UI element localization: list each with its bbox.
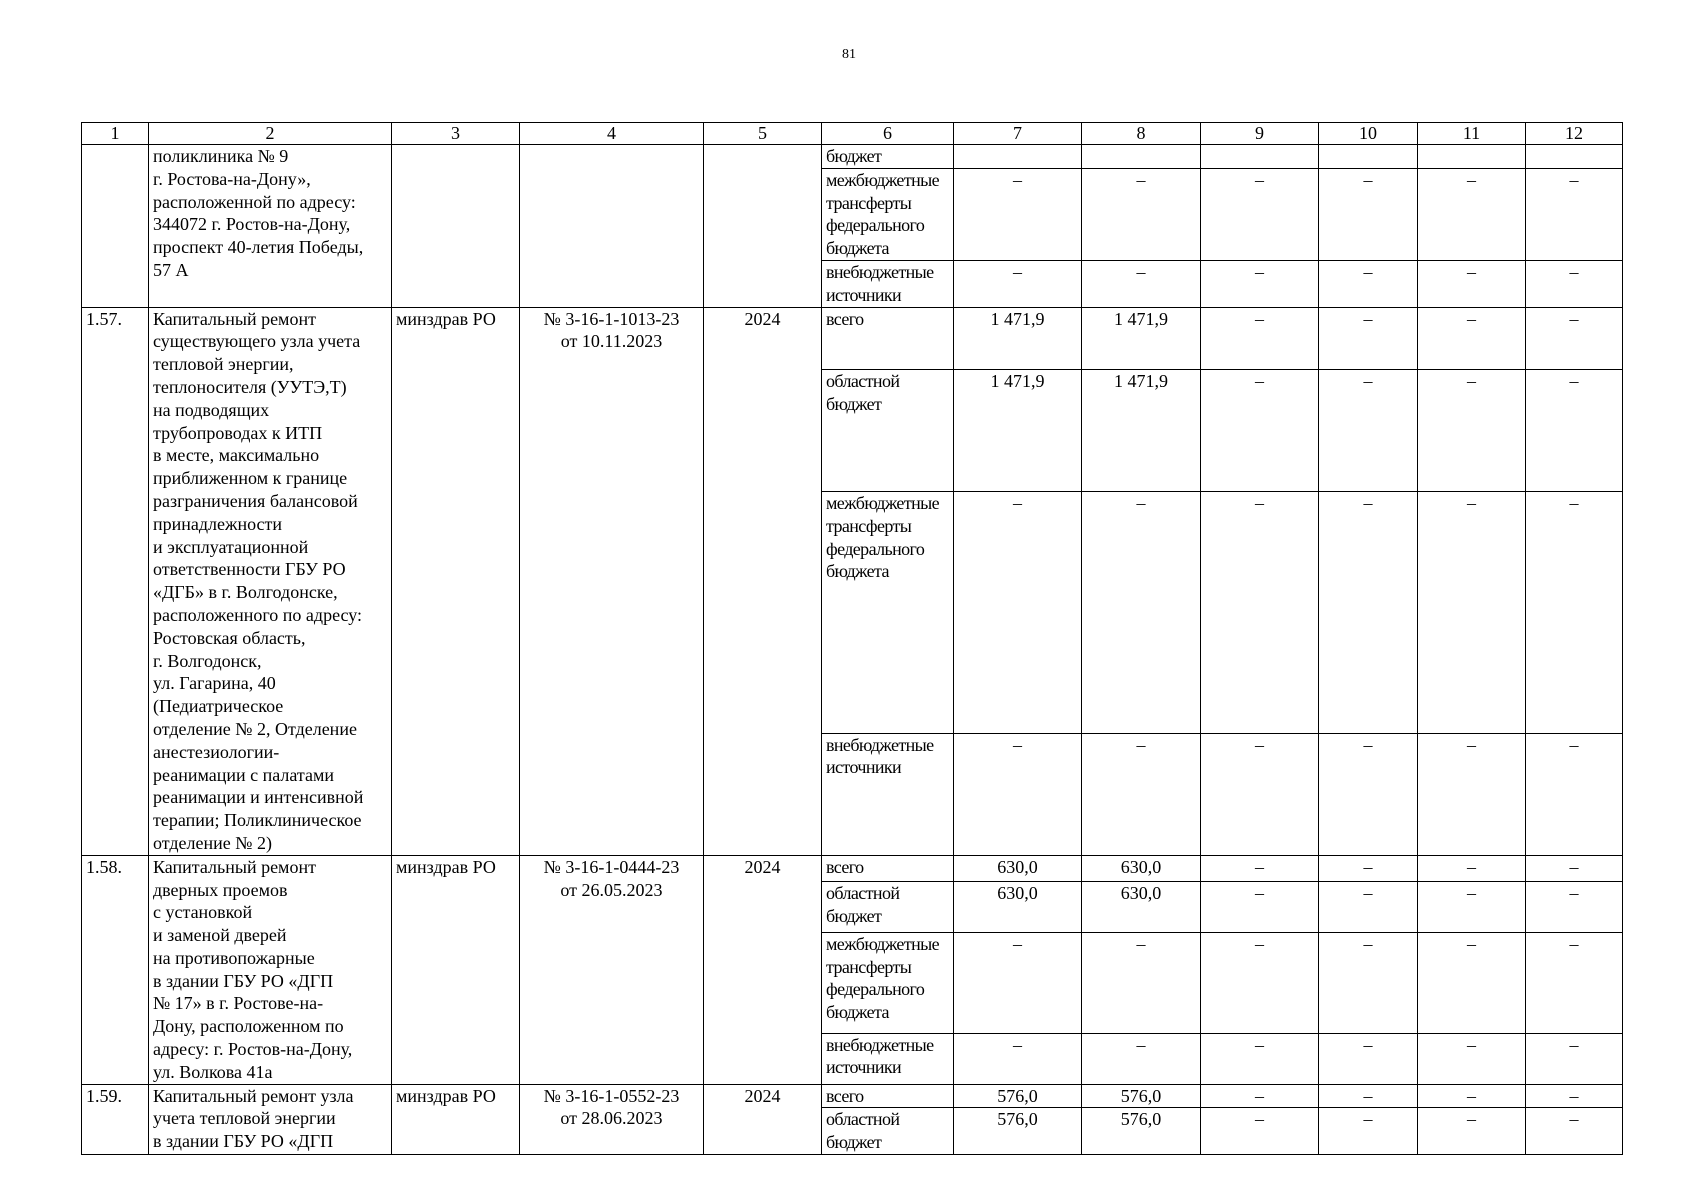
amount-cell: – xyxy=(1201,855,1319,881)
expertise-document: № 3-16-1-0444-23 от 26.05.2023 xyxy=(520,855,704,1084)
amount-cell: 1 471,9 xyxy=(954,307,1082,369)
amount-cell: – xyxy=(1418,855,1526,881)
amount-cell: – xyxy=(1201,1033,1319,1084)
amount-cell: – xyxy=(1418,1108,1526,1155)
amount-cell: – xyxy=(1082,932,1201,1033)
column-header: 10 xyxy=(1319,123,1418,145)
item-row xyxy=(82,855,1623,881)
amount-cell: – xyxy=(1201,881,1319,932)
amount-cell: – xyxy=(1201,1084,1319,1108)
column-header: 8 xyxy=(1082,123,1201,145)
column-header: 9 xyxy=(1201,123,1319,145)
amount-cell: – xyxy=(1418,1084,1526,1108)
expertise-document: № 3-16-1-1013-23 от 10.11.2023 xyxy=(520,307,704,855)
amount-cell: 576,0 xyxy=(954,1108,1082,1155)
amount-cell: – xyxy=(1526,168,1623,260)
amount-cell: – xyxy=(1526,1108,1623,1155)
column-header: 5 xyxy=(704,123,822,145)
amount-cell: – xyxy=(1082,492,1201,734)
amount-cell: – xyxy=(1418,492,1526,734)
responsible-org: минздрав РО xyxy=(392,855,520,1084)
amount-cell: – xyxy=(1526,369,1623,491)
item-row xyxy=(82,1084,1623,1108)
amount-cell: – xyxy=(1082,733,1201,855)
funding-source: внебюджетные источники xyxy=(822,733,954,855)
column-header: 4 xyxy=(520,123,704,145)
amount-cell: – xyxy=(1526,733,1623,855)
amount-cell: – xyxy=(1526,492,1623,734)
amount-cell: – xyxy=(1418,307,1526,369)
column-header: 11 xyxy=(1418,123,1526,145)
amount-cell: – xyxy=(1201,168,1319,260)
budget-table xyxy=(81,122,1623,1155)
amount-cell xyxy=(954,145,1082,169)
funding-source: внебюджетные источники xyxy=(822,260,954,307)
amount-cell: – xyxy=(1319,369,1418,491)
column-header: 3 xyxy=(392,123,520,145)
item-number xyxy=(82,145,149,308)
amount-cell: – xyxy=(1201,260,1319,307)
funding-source: областной бюджет xyxy=(822,1108,954,1155)
amount-cell: – xyxy=(1319,1084,1418,1108)
amount-cell: – xyxy=(1082,168,1201,260)
amount-cell xyxy=(1526,145,1623,169)
amount-cell: – xyxy=(1201,369,1319,491)
amount-cell: 630,0 xyxy=(954,881,1082,932)
amount-cell: – xyxy=(1319,168,1418,260)
item-name: Капитальный ремонт узла учета тепловой энергии в здании ГБУ РО «ДГП xyxy=(149,1084,392,1154)
item-name: поликлиника № 9 г. Ростова-на-Дону», расположенной по адресу: 344072 г. Ростов-на-Дону, проспект 40-летия Победы, 57 А xyxy=(149,145,392,308)
completion-year: 2024 xyxy=(704,307,822,855)
page-number: 81 xyxy=(842,47,856,62)
column-header: 7 xyxy=(954,123,1082,145)
column-header: 12 xyxy=(1526,123,1623,145)
amount-cell: – xyxy=(954,932,1082,1033)
amount-cell: – xyxy=(1418,881,1526,932)
amount-cell: – xyxy=(1418,932,1526,1033)
item-row xyxy=(82,307,1623,369)
funding-source: межбюджетные трансферты федерального бюджета xyxy=(822,168,954,260)
amount-cell: – xyxy=(1319,1108,1418,1155)
table-header-row xyxy=(82,123,1623,145)
responsible-org: минздрав РО xyxy=(392,1084,520,1154)
amount-cell: – xyxy=(1526,881,1623,932)
amount-cell: – xyxy=(954,492,1082,734)
amount-cell: – xyxy=(1418,168,1526,260)
amount-cell: 630,0 xyxy=(954,855,1082,881)
amount-cell xyxy=(1082,145,1201,169)
item-number: 1.59. xyxy=(82,1084,149,1154)
item-number: 1.58. xyxy=(82,855,149,1084)
funding-source: всего xyxy=(822,1084,954,1108)
amount-cell: – xyxy=(1319,260,1418,307)
column-header: 2 xyxy=(149,123,392,145)
completion-year: 2024 xyxy=(704,855,822,1084)
completion-year xyxy=(704,145,822,308)
completion-year: 2024 xyxy=(704,1084,822,1154)
amount-cell: – xyxy=(1319,932,1418,1033)
amount-cell: – xyxy=(1319,881,1418,932)
amount-cell xyxy=(1201,145,1319,169)
amount-cell: – xyxy=(1319,492,1418,734)
amount-cell: 576,0 xyxy=(1082,1084,1201,1108)
amount-cell: 1 471,9 xyxy=(954,369,1082,491)
amount-cell: 1 471,9 xyxy=(1082,307,1201,369)
amount-cell: – xyxy=(1319,1033,1418,1084)
amount-cell: – xyxy=(1526,1033,1623,1084)
amount-cell: – xyxy=(1526,260,1623,307)
amount-cell: – xyxy=(1319,733,1418,855)
funding-source: межбюджетные трансферты федерального бюджета xyxy=(822,492,954,734)
amount-cell xyxy=(1319,145,1418,169)
funding-source: внебюджетные источники xyxy=(822,1033,954,1084)
amount-cell: – xyxy=(1526,307,1623,369)
amount-cell xyxy=(1418,145,1526,169)
amount-cell: 1 471,9 xyxy=(1082,369,1201,491)
amount-cell: – xyxy=(1319,855,1418,881)
continued-row xyxy=(82,145,1623,169)
amount-cell: – xyxy=(1201,307,1319,369)
amount-cell: – xyxy=(1418,369,1526,491)
funding-source: областной бюджет xyxy=(822,881,954,932)
amount-cell: – xyxy=(1201,492,1319,734)
funding-source: областной бюджет xyxy=(822,369,954,491)
expertise-document: № 3-16-1-0552-23 от 28.06.2023 xyxy=(520,1084,704,1154)
amount-cell: 630,0 xyxy=(1082,881,1201,932)
amount-cell: 576,0 xyxy=(954,1084,1082,1108)
funding-source: всего xyxy=(822,307,954,369)
amount-cell: – xyxy=(1201,932,1319,1033)
responsible-org: минздрав РО xyxy=(392,307,520,855)
amount-cell: – xyxy=(954,260,1082,307)
amount-cell: – xyxy=(1418,1033,1526,1084)
amount-cell: 630,0 xyxy=(1082,855,1201,881)
item-number: 1.57. xyxy=(82,307,149,855)
amount-cell: – xyxy=(1418,260,1526,307)
expertise-document xyxy=(520,145,704,308)
amount-cell: – xyxy=(1526,855,1623,881)
amount-cell: – xyxy=(1418,733,1526,855)
amount-cell: – xyxy=(1082,1033,1201,1084)
column-header: 1 xyxy=(82,123,149,145)
amount-cell: – xyxy=(1201,1108,1319,1155)
amount-cell: – xyxy=(954,1033,1082,1084)
item-name: Капитальный ремонт дверных проемов с установкой и заменой дверей на противопожарные в здании ГБУ РО «ДГП № 17» в г. Ростове-на- Дону, расположенном по адресу: г. Ростов-на-Дону, ул. Волкова 41а xyxy=(149,855,392,1084)
amount-cell: – xyxy=(1526,1084,1623,1108)
amount-cell: – xyxy=(954,168,1082,260)
responsible-org xyxy=(392,145,520,308)
amount-cell: – xyxy=(1526,932,1623,1033)
funding-source: межбюджетные трансферты федерального бюджета xyxy=(822,932,954,1033)
column-header: 6 xyxy=(822,123,954,145)
amount-cell: – xyxy=(1082,260,1201,307)
funding-source: бюджет xyxy=(822,145,954,169)
amount-cell: – xyxy=(1201,733,1319,855)
amount-cell: – xyxy=(1319,307,1418,369)
amount-cell: – xyxy=(954,733,1082,855)
funding-source: всего xyxy=(822,855,954,881)
item-name: Капитальный ремонт существующего узла учета тепловой энергии, теплоносителя (УУТЭ,Т) на подводящих трубопроводах к ИТП в месте, максимально приближенном к границе разграничения балансовой принадлежности и эксплуатационной ответственности ГБУ РО «ДГБ» в г. Волгодонске, расположенного по адресу: Ростовская область, г. Волгодонск, ул. Гагарина, 40 (Педиатрическое отделение № 2, Отделение анестезиологии- реанимации с палатами реанимации и интенсивной терапии; Поликлиническое отделение № 2) xyxy=(149,307,392,855)
amount-cell: 576,0 xyxy=(1082,1108,1201,1155)
